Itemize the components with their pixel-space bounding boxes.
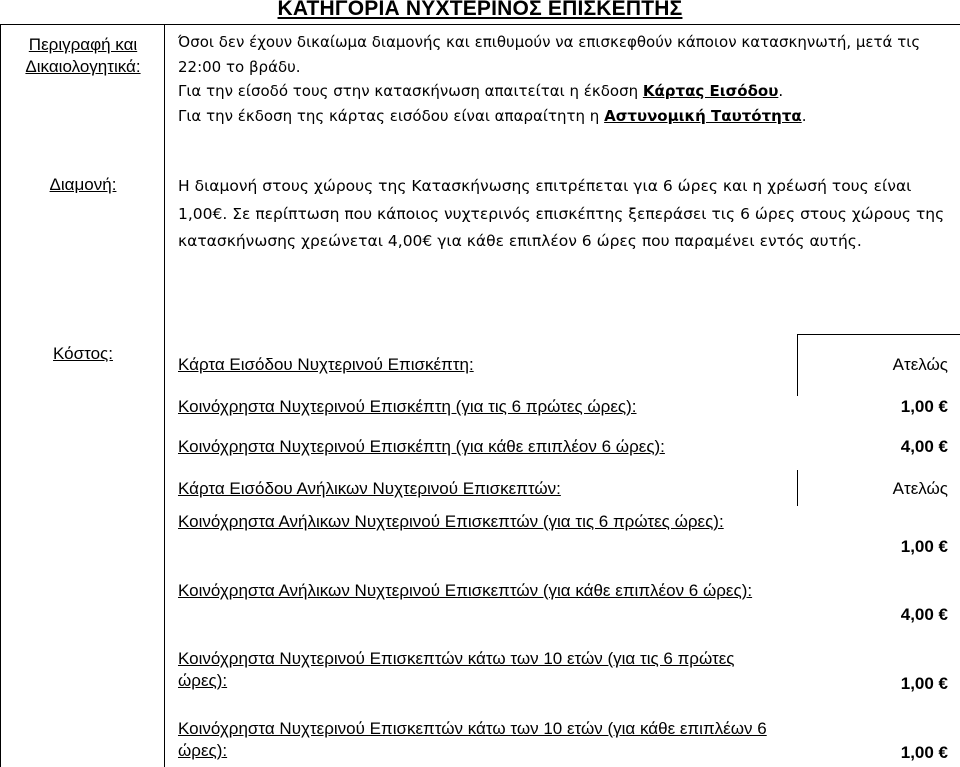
- cost-item-name: Κάρτα Εισόδου Ανήλικων Νυχτερινού Επισκεπτών:: [178, 479, 561, 498]
- cost-label: Κόστος:: [53, 344, 113, 363]
- cost-item-price: 1,00 €: [900, 674, 948, 693]
- description-text: [178, 30, 948, 128]
- cost-price-divider: [797, 334, 798, 396]
- description-line-2: Για την είσοδό τους στην κατασκήνωση απαιτείται η έκδοση Κάρτας Εισόδου.: [178, 82, 784, 100]
- cost-item-name: Κοινόχρηστα Νυχτερινού Επισκεπτών κάτω των 10 ετών (για τις 6 πρώτες ώρες):: [178, 649, 735, 690]
- cost-item-price: 4,00 €: [900, 605, 948, 624]
- cost-item-name: Κάρτα Εισόδου Νυχτερινού Επισκέπτη:: [178, 355, 474, 374]
- police-id-emphasis: Αστυνομική Ταυτότητα: [604, 106, 802, 125]
- page-title: ΚΑΤΗΓΟΡΙΑ ΝΥΧΤΕΡΙΝΟΣ ΕΠΙΣΚΕΠΤΗΣ: [277, 0, 683, 20]
- description-label: Περιγραφή και Δικαιολογητικά:: [25, 35, 141, 76]
- cost-item-name: Κοινόχρηστα Νυχτερινού Επισκέπτη (για κάθε επιπλέον 6 ώρες):: [178, 437, 665, 456]
- cost-item-name: Κοινόχρηστα Νυχτερινού Επισκεπτών κάτω των 10 ετών (για κάθε επιπλέων 6 ώρες):: [178, 719, 767, 760]
- cost-price-rule: [797, 334, 960, 335]
- stay-label: Διαμονή:: [49, 175, 117, 194]
- description-line-3: Για την έκδοση της κάρτας εισόδου είναι απαραίτητη η Αστυνομική Ταυτότητα.: [178, 106, 807, 125]
- cost-item-price: Ατελώς: [892, 355, 948, 374]
- table-top-border: [0, 24, 960, 25]
- cost-item-price: 1,00 €: [900, 397, 948, 416]
- table-column-divider: [164, 24, 165, 767]
- cost-item-price: 1,00 €: [900, 743, 948, 762]
- entry-card-emphasis: Κάρτας Εισόδου: [642, 82, 779, 100]
- description-line-1: Όσοι δεν έχουν δικαίωμα διαμονής και επιθυμούν να επισκεφθούν κάποιον κατασκηνωτή, μετά τις 22:00 το βράδυ.: [178, 33, 921, 76]
- cost-item-name: Κοινόχρηστα Νυχτερινού Επισκέπτη (για τις 6 πρώτες ώρες):: [178, 397, 637, 416]
- cost-item-name: Κοινόχρηστα Ανήλικων Νυχτερινού Επισκεπτών (για τις 6 πρώτες ώρες):: [178, 512, 724, 531]
- stay-text: Η διαμονή στους χώρους της Κατασκήνωσης επιτρέπεται για 6 ώρες και η χρέωσή τους είναι 1,00€. Σε περίπτωση που κάποιος νυχτερινός επισκέπτης ξεπεράσει τις 6 ώρες στους χώρους της κατασκήνωσης χρεώνεται 4,00€ για κάθε επιπλέον 6 ώρες που παραμένει εντός αυτής.: [178, 177, 945, 250]
- cost-item-price: Ατελώς: [892, 479, 948, 498]
- cost-item-price: 1,00 €: [900, 537, 948, 556]
- table-left-border: [0, 24, 1, 767]
- cost-price-divider-lower: [797, 470, 798, 506]
- cost-item-price: 4,00 €: [900, 437, 948, 456]
- cost-item-name: Κοινόχρηστα Ανήλικων Νυχτερινού Επισκεπτών (για κάθε επιπλέον 6 ώρες):: [178, 581, 753, 600]
